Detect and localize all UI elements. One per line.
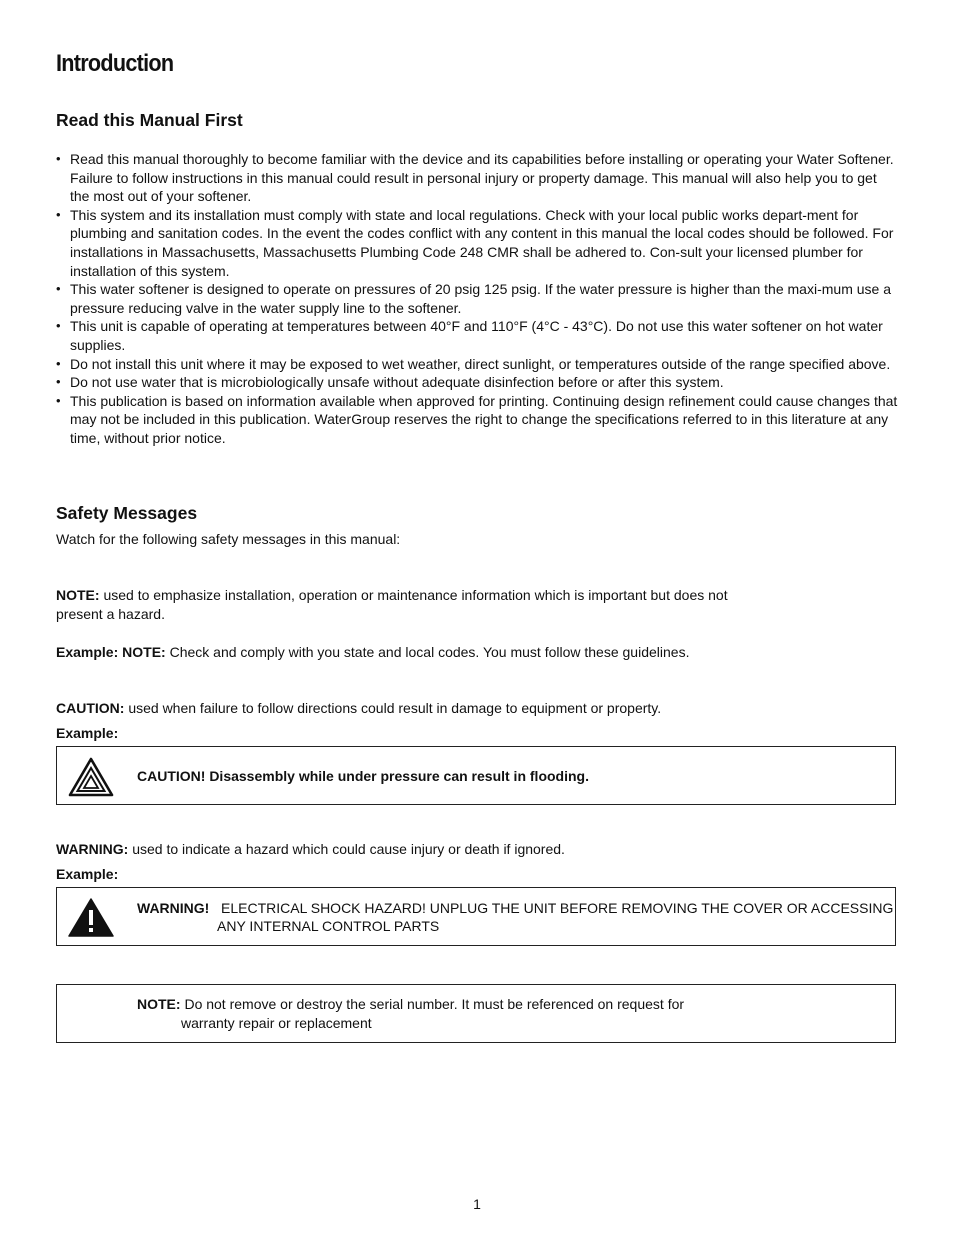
warning-box-label: WARNING! — [137, 900, 210, 916]
serial-note-line2: warranty repair or replacement — [181, 1015, 372, 1031]
list-item: • This publication is based on information available when approved for printing. Continuing design refinement could cause changes that may not be included in this publication. WaterGroup reserves the right to change the specifications referred to in this literature at any time, without prior notice. — [56, 392, 900, 448]
safety-heading: Safety Messages — [56, 503, 198, 523]
warning-box — [56, 887, 896, 946]
caution-label: CAUTION: — [56, 700, 125, 716]
caution-triangle-icon — [68, 757, 114, 797]
note-text: used to emphasize installation, operation or maintenance information which is important but does not — [99, 587, 728, 603]
warning-example-label: Example: — [56, 866, 119, 882]
read-manual-heading: Read this Manual First — [56, 110, 243, 130]
warning-box-line1: ELECTRICAL SHOCK HAZARD! UNPLUG THE UNIT BEFORE REMOVING THE COVER OR ACCESSING — [221, 900, 894, 916]
list-item: • Do not install this unit where it may be exposed to wet weather, direct sunlight, or temperatures outside of the range specified above. — [56, 355, 900, 374]
example-note-label: Example: NOTE: — [56, 644, 166, 660]
serial-note-line1: Do not remove or destroy the serial number. It must be referenced on request for — [180, 996, 685, 1012]
safety-intro: Watch for the following safety messages in this manual: — [56, 531, 401, 547]
warning-box-line2: ANY INTERNAL CONTROL PARTS — [217, 918, 440, 934]
warning-box-text — [137, 899, 893, 935]
page-title: Introduction — [56, 50, 174, 77]
list-item: • This system and its installation must comply with state and local regulations. Check with your local public works depart-ment for plumbing and sanitation codes. In the event the codes conflict with any content in this manual the local codes should be followed. For installations in Massachusetts, Massachusetts Plumbing Code 248 CMR shall be adhered to. Con-sult your licensed plumber for installation of this system. — [56, 206, 900, 280]
warning-exclamation-icon — [68, 897, 114, 937]
caution-text: used when failure to follow directions could result in damage to equipment or property. — [124, 700, 662, 716]
list-item: • This water softener is designed to operate on pressures of 20 psig 125 psig. If the water pressure is higher than the maxi-mum use a pressure reducing valve in the water supply line to the softener. — [56, 280, 900, 317]
caution-box-text: CAUTION! Disassembly while under pressure can result in flooding. — [137, 768, 589, 784]
note-example — [56, 643, 689, 662]
warning-definition — [56, 840, 565, 859]
note-label: NOTE: — [56, 587, 100, 603]
note-definition — [56, 586, 816, 624]
serial-note-label: NOTE: — [137, 996, 181, 1012]
list-item: • Do not use water that is microbiologically unsafe without adequate disinfection before or after this system. — [56, 373, 900, 392]
caution-example-label: Example: — [56, 725, 119, 741]
example-note-text: Check and comply with you state and local codes. You must follow these guidelines. — [165, 644, 690, 660]
serial-note-text — [137, 995, 684, 1033]
note-text-cont: present a hazard. — [56, 606, 165, 622]
list-item: • This unit is capable of operating at temperatures between 40°F and 110°F (4°C - 43°C). Do not use this water softener on hot water supplies. — [56, 317, 900, 354]
caution-definition — [56, 699, 661, 718]
list-item: • Read this manual thoroughly to become familiar with the device and its capabilities before installing or operating your Water Softener. Failure to follow instructions in this manual could result in personal injury or property damage. This manual will also help you to get the most out of your softener. — [56, 150, 900, 206]
warning-label: WARNING: — [56, 841, 129, 857]
caution-box — [56, 746, 896, 805]
serial-note-box — [56, 984, 896, 1043]
page-number: 1 — [473, 1196, 481, 1212]
warning-text: used to indicate a hazard which could cause injury or death if ignored. — [128, 841, 565, 857]
read-manual-list — [56, 150, 900, 448]
